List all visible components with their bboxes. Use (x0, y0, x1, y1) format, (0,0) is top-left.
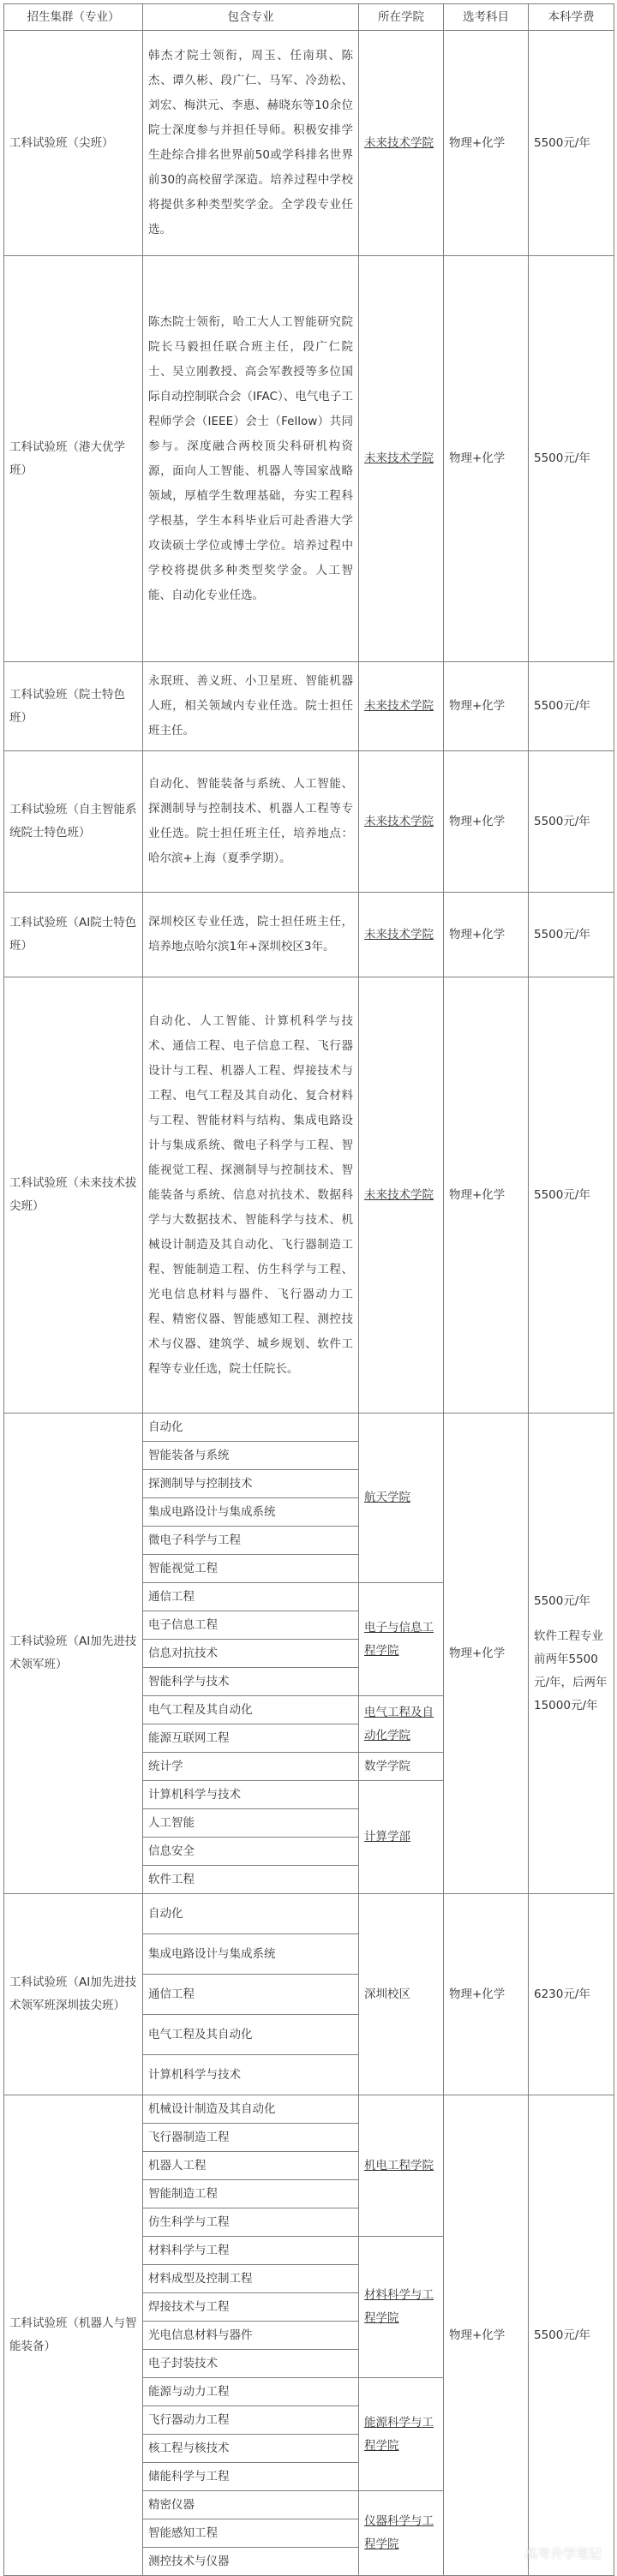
major-item: 能源与动力工程 (143, 2378, 359, 2406)
fee: 6230元/年 (529, 1894, 614, 2095)
fee: 5500元/年 (534, 1593, 590, 1608)
subjects: 物理+化学 (444, 893, 529, 977)
table-row (4, 662, 614, 751)
subjects: 物理+化学 (444, 31, 529, 256)
fee: 5500元/年 (529, 977, 614, 1414)
major-item: 飞行器动力工程 (143, 2406, 359, 2435)
subjects: 物理+化学 (444, 1894, 529, 2095)
college-link[interactable]: 电气工程及自动化学院 (364, 1705, 434, 1742)
major-item: 自动化 (143, 1894, 359, 1934)
college-text: 数学学院 (359, 1753, 444, 1781)
header-college: 所在学院 (359, 4, 444, 31)
majors-text: 永珉班、善义班、小卫星班、智能机器人班，相关领域内专业任选。院士担任班主任。 (143, 662, 359, 751)
majors-text: 自动化、人工智能、计算机科学与技术、通信工程、电子信息工程、飞行器设计与工程、机器人工程、焊接技术与工程、电气工程及其自动化、复合材料与工程、智能材料与结构、集成电路设计与集成系统、微电子科学与工程、智能视觉工程、探测制导与控制技术、智能装备与系统、信息对抗技术、数据科学与大数据技术、智能科学与技术、机械设计制造及其自动化、飞行器制造工程、智能制造工程、仿生科学与工程、光电信息材料与器件、飞行器动力工程、精密仪器、智能感知工程、测控技术与仪器、建筑学、城乡规划、软件工程等专业任选，院士任院长。 (143, 977, 359, 1414)
subjects: 物理+化学 (444, 2095, 529, 2576)
cluster-name: 工科试验班（AI院士特色班） (4, 893, 143, 977)
table-row (4, 751, 614, 893)
major-item: 精密仪器 (143, 2491, 359, 2519)
fee: 5500元/年 (529, 751, 614, 893)
header-cluster: 招生集群（专业） (4, 4, 143, 31)
fee: 5500元/年 (529, 256, 614, 662)
major-item: 智能感知工程 (143, 2519, 359, 2548)
major-item: 智能视觉工程 (143, 1555, 359, 1583)
major-item: 计算机科学与技术 (143, 1781, 359, 1809)
cluster-name: 工科试验班（AI加先进技术领军班深圳拔尖班） (4, 1894, 143, 2095)
major-item: 电子信息工程 (143, 1611, 359, 1640)
major-item: 探测制导与控制技术 (143, 1470, 359, 1498)
college-link[interactable]: 未来技术学院 (364, 699, 434, 713)
subjects: 物理+化学 (444, 977, 529, 1414)
major-item: 材料科学与工程 (143, 2237, 359, 2265)
majors-text: 陈杰院士领衔，哈工大人工智能研究院院长马毅担任联合班主任，段广仁院士、吴立刚教授、高会军教授等多位国际自动控制联合会（IFAC）、电气电子工程师学会（IEEE）会士（Fellow）共同参与。深度融合两校顶尖科研机构资源，面向人工智能、机器人等国家战略领域，厚植学生数理基础，夯实工程科学根基，学生本科毕业后可赴香港大学攻读硕士学位或博士学位。培养过程中学校将提供多种类型奖学金。人工智能、自动化专业任选。 (143, 256, 359, 662)
fee: 5500元/年 (529, 662, 614, 751)
college-link[interactable]: 材料科学与工程学院 (364, 2288, 434, 2325)
cluster-name: 工科试验班（院士特色班） (4, 662, 143, 751)
major-item: 机器人工程 (143, 2152, 359, 2180)
fee-note: 软件工程专业前两年5500元/年，后两年15000元/年 (534, 1629, 608, 1712)
table-row (4, 1414, 614, 1442)
subjects: 物理+化学 (444, 751, 529, 893)
college-link[interactable]: 机电工程学院 (364, 2158, 434, 2173)
major-item: 能源互联网工程 (143, 1724, 359, 1753)
header-subjects: 选考科目 (444, 4, 529, 31)
fee: 5500元/年 (529, 893, 614, 977)
major-item: 光电信息材料与器件 (143, 2322, 359, 2350)
major-item: 人工智能 (143, 1809, 359, 1838)
table-header-row (4, 4, 614, 31)
major-item: 材料成型及控制工程 (143, 2265, 359, 2293)
college-link[interactable]: 未来技术学院 (364, 1187, 434, 1202)
majors-text: 深圳校区专业任选，院士担任班主任，培养地点哈尔滨1年+深圳校区3年。 (143, 893, 359, 977)
table-row (4, 31, 614, 256)
major-item: 信息安全 (143, 1838, 359, 1866)
fee: 5500元/年 (529, 2095, 614, 2576)
major-item: 电气工程及其自动化 (143, 1696, 359, 1724)
table-row (4, 893, 614, 977)
major-item: 核工程与核技术 (143, 2435, 359, 2463)
majors-text: 自动化、智能装备与系统、人工智能、探测制导与控制技术、机器人工程等专业任选。院士担任班主任，培养地点：哈尔滨+上海（夏季学期）。 (143, 751, 359, 893)
table-row (4, 256, 614, 662)
admission-table (3, 3, 614, 2576)
major-item: 信息对抗技术 (143, 1640, 359, 1668)
major-item: 测控技术与仪器 (143, 2548, 359, 2576)
majors-text: 韩杰才院士领衔，周玉、任南琪、陈杰、谭久彬、段广仁、马军、冷劲松、刘宏、梅洪元、李惠、赫晓东等10余位院士深度参与并担任导师。积极安排学生赴综合排名世界前50或学科排名世界前30的高校留学深造。培养过程中学校将提供多种类型奖学金。全学段专业任选。 (143, 31, 359, 256)
major-item: 仿生科学与工程 (143, 2208, 359, 2237)
cluster-name: 工科试验班（AI加先进技术领军班） (4, 1414, 143, 1894)
major-item: 软件工程 (143, 1866, 359, 1894)
header-fee: 本科学费 (529, 4, 614, 31)
table-row (4, 2095, 614, 2124)
subjects: 物理+化学 (444, 1414, 529, 1894)
cluster-name: 工科试验班（机器人与智能装备） (4, 2095, 143, 2576)
college-link[interactable]: 能源科学与工程学院 (364, 2415, 434, 2453)
table-row (4, 1894, 614, 1934)
major-item: 电气工程及其自动化 (143, 2015, 359, 2055)
cluster-name: 工科试验班（港大优学班） (4, 256, 143, 662)
fee-cell (529, 1414, 614, 1894)
college-link[interactable]: 电子与信息工程学院 (364, 1620, 434, 1658)
fee: 5500元/年 (529, 31, 614, 256)
cluster-name: 工科试验班（尖班） (4, 31, 143, 256)
admission-table-wrapper (3, 3, 614, 2568)
college-link[interactable]: 航天学院 (364, 1491, 410, 1504)
major-item: 计算机科学与技术 (143, 2055, 359, 2095)
subjects: 物理+化学 (444, 662, 529, 751)
major-item: 电子封装技术 (143, 2350, 359, 2378)
watermark-text: 高考升学笔记 (524, 2546, 602, 2561)
header-majors: 包含专业 (143, 4, 359, 31)
major-item: 统计学 (143, 1753, 359, 1781)
college-link[interactable]: 未来技术学院 (364, 927, 434, 941)
major-item: 微电子科学与工程 (143, 1527, 359, 1555)
major-item: 储能科学与工程 (143, 2463, 359, 2491)
subjects: 物理+化学 (444, 256, 529, 662)
major-item: 智能制造工程 (143, 2180, 359, 2208)
major-item: 智能装备与系统 (143, 1442, 359, 1470)
college-link[interactable]: 未来技术学院 (364, 814, 434, 828)
major-item: 机械设计制造及其自动化 (143, 2095, 359, 2124)
major-item: 飞行器制造工程 (143, 2124, 359, 2152)
major-item: 集成电路设计与集成系统 (143, 1934, 359, 1975)
major-item: 自动化 (143, 1414, 359, 1442)
college-link[interactable]: 计算学部 (364, 1830, 410, 1844)
major-item: 通信工程 (143, 1583, 359, 1611)
college-link[interactable]: 仪器科学与工程学院 (364, 2514, 434, 2551)
college-text: 深圳校区 (359, 1894, 444, 2095)
college-link[interactable]: 未来技术学院 (364, 135, 434, 150)
cluster-name: 工科试验班（未来技术拔尖班） (4, 977, 143, 1414)
major-item: 智能科学与技术 (143, 1668, 359, 1696)
major-item: 通信工程 (143, 1975, 359, 2015)
cluster-name: 工科试验班（自主智能系统院士特色班） (4, 751, 143, 893)
major-item: 集成电路设计与集成系统 (143, 1498, 359, 1527)
table-row (4, 977, 614, 1414)
college-link[interactable]: 未来技术学院 (364, 451, 434, 465)
major-item: 焊接技术与工程 (143, 2293, 359, 2322)
